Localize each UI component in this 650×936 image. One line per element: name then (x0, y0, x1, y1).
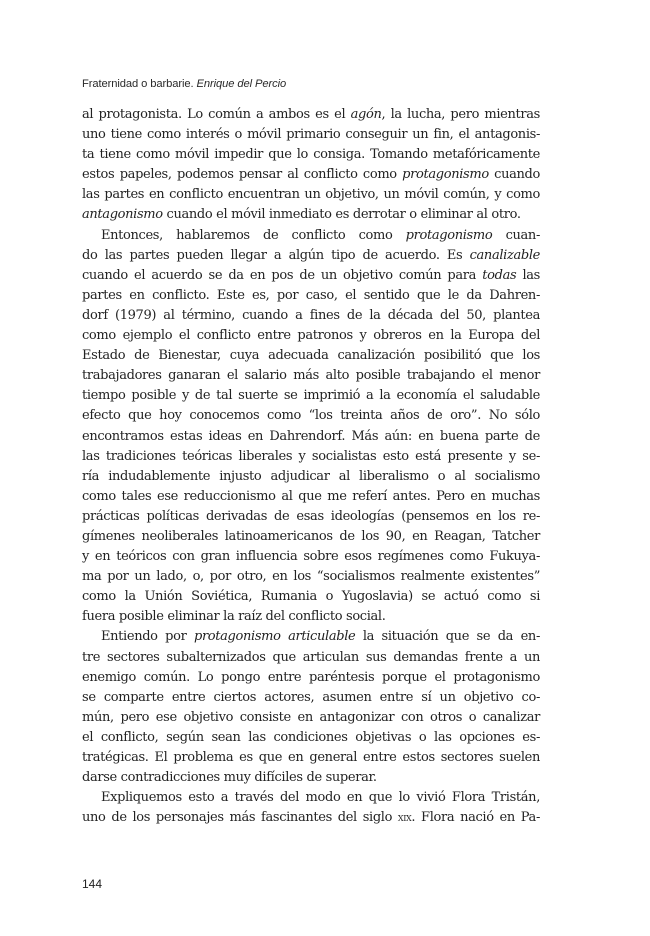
text-line (82, 165, 540, 185)
text-segment: se comparte entre ciertos actores, asumen entre sí un objetivo co- (82, 689, 540, 705)
text-line (82, 306, 540, 326)
text-segment: tratégicas. El problema es que en general entre estos sectores suelen (82, 750, 540, 765)
text-line (82, 406, 540, 426)
text-line (82, 607, 540, 627)
text-segment: cuando (488, 167, 541, 183)
text-segment: gímenes neoliberales latinoamericanos de los 90, en Reagan, Tatcher (82, 528, 540, 544)
text-segment: Entiendo por (101, 629, 194, 645)
text-line (82, 145, 540, 165)
text-line (82, 567, 540, 587)
text-line (82, 487, 540, 507)
text-segment: partes en conflicto. Este es, por caso, el sentido que le da Dahren- (82, 287, 540, 303)
text-line (82, 587, 540, 607)
text-line (82, 386, 540, 406)
text-segment: cuando el móvil inmediato es derrotar o eliminar al otro. (162, 207, 521, 223)
running-head-author: Enrique del Percio (196, 78, 287, 90)
text-segment: y en teóricos con gran influencia sobre esos regímenes como Fukuya- (82, 549, 540, 565)
text-segment: estos papeles, podemos pensar al conflicto como (82, 167, 403, 183)
text-segment: tre sectores subalternizados que articulan sus demandas frente a un (82, 649, 540, 665)
text-segment: ta tiene como móvil impedir que lo consiga. Tomando metafóricamente (82, 147, 540, 163)
text-segment: efecto que hoy conocemos como “los treinta años de oro”. No sólo (82, 408, 540, 424)
text-line (82, 507, 540, 527)
text-segment: mún, pero ese objetivo consiste en antagonizar con otros o canalizar (82, 709, 540, 725)
text-segment: do las partes pueden llegar a algún tipo de acuerdo. Es (82, 247, 470, 263)
text-line (82, 788, 540, 808)
body-text (82, 105, 540, 828)
text-segment: las tradiciones teóricas liberales y socialistas esto está presente y se- (82, 448, 540, 464)
italic-term: antagonismo (82, 207, 163, 223)
page-number: 144 (82, 877, 103, 891)
text-line (82, 346, 540, 366)
text-segment: al protagonista. Lo común a ambos es el (82, 107, 351, 122)
text-line (82, 205, 540, 225)
text-segment: cuando el acuerdo se da en pos de un objetivo común para (82, 267, 483, 283)
text-segment: tiempo posible y de tal suerte se imprimió a la economía el saludable (82, 388, 540, 404)
running-head (82, 78, 286, 90)
text-line (82, 728, 540, 748)
text-line (82, 125, 540, 145)
text-line (82, 447, 540, 467)
italic-term: protagonismo (405, 227, 493, 243)
italic-term: canalizable (469, 247, 540, 263)
running-head-title: Fraternidad o barbarie. (82, 78, 194, 90)
text-line (82, 366, 540, 386)
text-segment: la situación que se da en- (355, 629, 540, 645)
text-segment: enemigo común. Lo pongo entre paréntesis porque el protagonismo (82, 669, 540, 685)
text-segment: ma por un lado, o, por otro, en los “socialismos realmente existentes” (82, 569, 540, 585)
text-segment: las (516, 267, 540, 283)
text-line (82, 708, 540, 728)
text-segment: . Flora nació en Pa- (411, 810, 540, 826)
text-line (82, 648, 540, 668)
text-segment: Estado de Bienestar, cuya adecuada canalización posibilitó que los (82, 348, 540, 364)
text-segment: dorf (1979) al término, cuando a fines de la década del 50, plantea (82, 307, 540, 323)
text-segment: como ejemplo el conflicto entre patronos y obreros en la Europa del (82, 328, 540, 344)
text-line (82, 286, 540, 306)
text-line (82, 185, 540, 205)
small-caps-text: xix (397, 811, 412, 825)
text-segment: cuan- (492, 227, 540, 243)
text-segment: fuera posible eliminar la raíz del conflicto social. (82, 609, 386, 625)
text-segment: trabajadores ganaran el salario más alto posible trabajando el menor (82, 368, 540, 384)
text-line (82, 246, 540, 266)
italic-term: protagonismo articulable (193, 629, 356, 645)
text-line (82, 226, 540, 246)
text-line (82, 668, 540, 688)
text-segment: el conflicto, según sean las condiciones objetivas o las opciones es- (82, 729, 540, 745)
text-line (82, 748, 540, 768)
text-segment: como tales ese reduccionismo al que me referí antes. Pero en muchas (82, 488, 540, 504)
text-line (82, 326, 540, 346)
text-line (82, 527, 540, 547)
text-segment: uno tiene como interés o móvil primario conseguir un fin, el antagonis- (82, 127, 540, 143)
text-line (82, 547, 540, 567)
text-line (82, 808, 540, 828)
text-segment: las partes en conflicto encuentran un objetivo, un móvil común, y como (82, 187, 540, 203)
italic-term: agón (350, 107, 382, 122)
text-line (82, 266, 540, 286)
text-segment: , la lucha, pero mientras (381, 107, 541, 122)
text-segment: encontramos estas ideas en Dahrendorf. Más aún: en buena parte de (82, 428, 540, 444)
text-segment: Entonces, hablaremos de conflicto como (101, 227, 406, 243)
text-segment: Expliquemos esto a través del modo en que lo vivió Flora Tristán, (101, 790, 540, 806)
text-line (82, 427, 540, 447)
italic-term: protagonismo (402, 167, 489, 183)
text-line (82, 768, 540, 788)
text-line (82, 688, 540, 708)
text-segment: darse contradicciones muy difíciles de superar. (82, 770, 377, 786)
italic-term: todas (482, 267, 517, 283)
text-line (82, 627, 540, 647)
text-segment: ría indudablemente injusto adjudicar al liberalismo o al socialismo (82, 468, 540, 484)
text-segment: prácticas políticas derivadas de esas ideologías (pensemos en los re- (82, 508, 540, 524)
text-line (82, 105, 540, 125)
text-line (82, 467, 540, 487)
text-segment: como la Unión Soviética, Rumania o Yugoslavia) se actuó como si (82, 589, 540, 605)
text-segment: uno de los personajes más fascinantes del siglo (82, 810, 398, 826)
